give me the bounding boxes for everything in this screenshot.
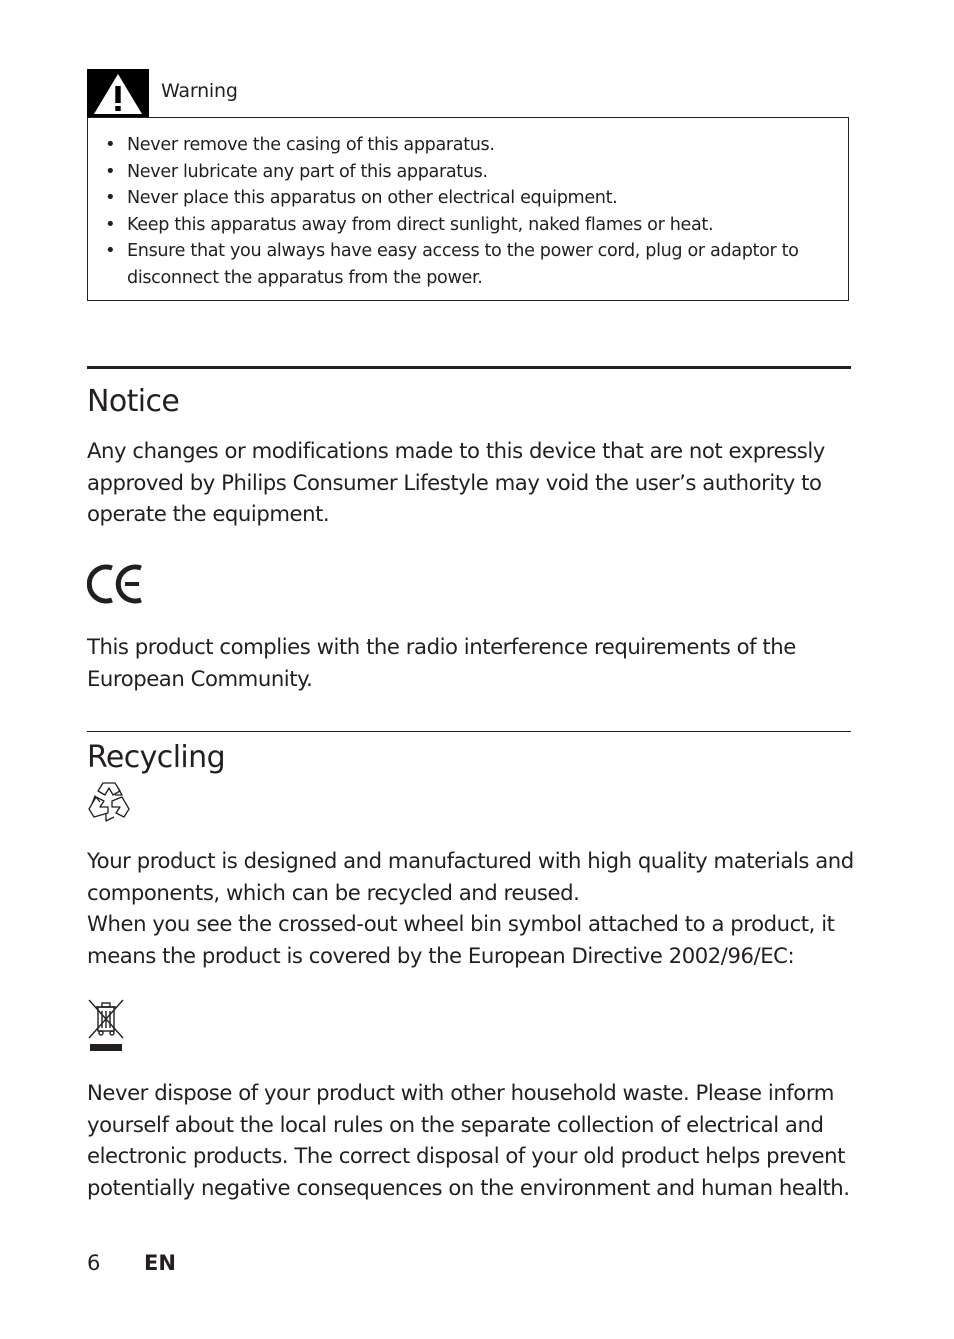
recycling-paragraph-1: Your product is designed and manufactured with high quality materials and components, which can be recycled and reused. <box>87 848 854 905</box>
notice-paragraph: Any changes or modifications made to this device that are not expressly approved by Philips Consumer Lifestyle may void the user’s authority to operate the equipment. <box>87 438 825 526</box>
warning-item: • Never lubricate any part of this apparatus. <box>105 159 835 186</box>
recycle-icon <box>87 780 131 826</box>
ce-mark-icon <box>87 563 145 609</box>
warning-list <box>105 132 835 292</box>
recycling-paragraph-3: Never dispose of your product with other household waste. Please inform yourself about the local rules on the separate collection of electrical and electronic products. The correct disposal of your old product helps prevent potentially negative consequences on the environment and human health. <box>87 1080 850 1200</box>
warning-item: • Ensure that you always have easy access to the power cord, plug or adaptor to disconnect the apparatus from the power. <box>105 238 835 291</box>
crossed-out-wheelie-bin-icon <box>87 998 127 1058</box>
warning-item: • Keep this apparatus away from direct sunlight, naked flames or heat. <box>105 212 835 239</box>
notice-heading: Notice <box>87 384 180 419</box>
warning-icon <box>87 69 149 118</box>
warning-box <box>87 117 849 301</box>
warning-title: Warning <box>161 80 238 102</box>
section-divider-thick <box>87 366 851 369</box>
section-divider-thin <box>87 731 851 732</box>
language-code: EN <box>144 1251 176 1275</box>
recycling-heading: Recycling <box>87 740 226 775</box>
warning-item: • Never place this apparatus on other electrical equipment. <box>105 185 835 212</box>
recycling-paragraph-2: When you see the crossed-out wheel bin symbol attached to a product, it means the product is covered by the European Directive 2002/96/EC: <box>87 911 835 968</box>
page-number: 6 <box>87 1251 101 1275</box>
ce-statement: This product complies with the radio interference requirements of the European Community. <box>87 634 796 691</box>
warning-item: • Never remove the casing of this apparatus. <box>105 132 835 159</box>
